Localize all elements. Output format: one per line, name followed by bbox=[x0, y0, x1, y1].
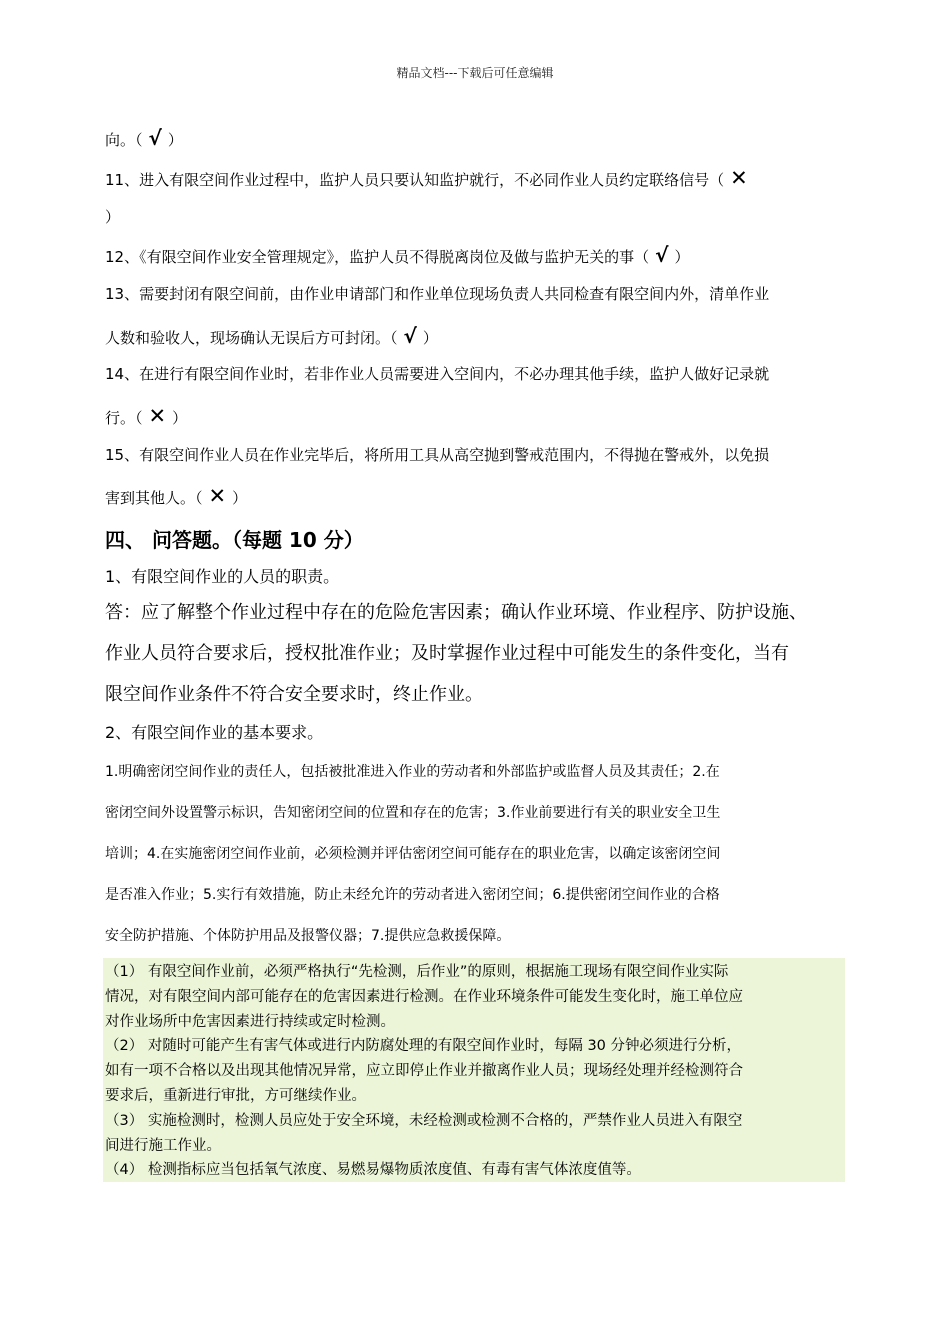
q13-text: 人数和验收人，现场确认无误后方可封闭。（ bbox=[105, 329, 398, 347]
q12 bbox=[105, 245, 689, 267]
q11 bbox=[105, 168, 754, 190]
cross-icon: ✕ bbox=[208, 484, 227, 508]
question-2: 2、有限空间作业的基本要求。 bbox=[105, 723, 324, 742]
q15-text: 害到其他人。（ bbox=[105, 489, 203, 507]
q10-text: 向。（ bbox=[105, 131, 143, 149]
answer-2-line5: 安全防护措施、个体防护用品及报警仪器；7.提供应急救援保障。 bbox=[105, 928, 511, 944]
q14-line2 bbox=[105, 406, 187, 428]
cross-icon: ✕ bbox=[730, 166, 748, 190]
check-icon: √ bbox=[148, 126, 162, 150]
section-title: 四、 问答题。（每题 10 分） bbox=[105, 528, 364, 552]
answer-1-line3: 限空间作业条件不符合安全要求时，终止作业。 bbox=[105, 684, 483, 705]
answer-1-line1: 答：应了解整个作业过程中存在的危险危害因素；确认作业环境、作业程序、防护设施、 bbox=[105, 602, 807, 623]
q10-close: ） bbox=[167, 131, 183, 149]
highlight-line8: 间进行施工作业。 bbox=[105, 1138, 221, 1154]
q11-close: ） bbox=[105, 208, 121, 226]
cross-icon: ✕ bbox=[148, 404, 167, 428]
answer-2-line2: 密闭空间外设置警示标识，告知密闭空间的位置和存在的危害；3.作业前要进行有关的职业安全卫生 bbox=[105, 805, 721, 821]
answer-2-line1: 1.明确密闭空间作业的责任人，包括被批准进入作业的劳动者和外部监护或监督人员及其责任；2.在 bbox=[105, 764, 720, 780]
q14-text: 行。（ bbox=[105, 409, 143, 427]
answer-2-line3: 培训；4.在实施密闭空间作业前，必须检测并评估密闭空间可能存在的职业危害，以确定该密闭空间 bbox=[105, 846, 721, 862]
q13-line1: 13、需要封闭有限空间前，由作业申请部门和作业单位现场负责人共同检查有限空间内外，清单作业 bbox=[105, 285, 770, 303]
highlight-line5: 如有一项不合格以及出现其他情况异常，应立即停止作业并撤离作业人员；现场经处理并经检测符合 bbox=[105, 1063, 743, 1079]
q13-line2 bbox=[105, 326, 438, 348]
answer-1-line2: 作业人员符合要求后，授权批准作业；及时掌握作业过程中可能发生的条件变化，当有 bbox=[105, 643, 789, 664]
q10-tail bbox=[105, 128, 183, 150]
highlight-line6: 要求后，重新进行审批，方可继续作业。 bbox=[105, 1088, 366, 1104]
q12-text: 12、《有限空间作业安全管理规定》，监护人员不得脱离岗位及做与监护无关的事（ bbox=[105, 248, 650, 266]
q11-text: 11、进入有限空间作业过程中，监护人员只要认知监护就行，不必同作业人员约定联络信号（ bbox=[105, 171, 725, 189]
highlight-line3: 对作业场所中危害因素进行持续或定时检测。 bbox=[105, 1014, 395, 1030]
question-1: 1、有限空间作业的人员的职责。 bbox=[105, 567, 340, 586]
check-icon: √ bbox=[403, 324, 417, 348]
highlight-line9: （4） 检测指标应当包括氧气浓度、易燃易爆物质浓度值、有毒有害气体浓度值等。 bbox=[105, 1162, 641, 1178]
q14-close: ） bbox=[172, 409, 188, 427]
highlight-line7: （3） 实施检测时，检测人员应处于安全环境，未经检测或检测不合格的，严禁作业人员进入有限空 bbox=[105, 1113, 743, 1129]
highlight-line1: （1） 有限空间作业前，必须严格执行“先检测，后作业”的原则，根据施工现场有限空间作业实际 bbox=[105, 964, 729, 980]
q15-close: ） bbox=[232, 489, 248, 507]
q12-close: ） bbox=[674, 248, 690, 266]
q14-line1: 14、在进行有限空间作业时，若非作业人员需要进入空间内，不必办理其他手续，监护人做好记录就 bbox=[105, 365, 770, 383]
check-icon: √ bbox=[655, 243, 669, 267]
q15-line1: 15、有限空间作业人员在作业完毕后，将所用工具从高空抛到警戒范围内，不得抛在警戒外，以免损 bbox=[105, 446, 770, 464]
page-header: 精品文档---下载后可任意编辑 bbox=[396, 66, 554, 80]
highlight-line4: （2） 对随时可能产生有害气体或进行内防腐处理的有限空间作业时，每隔 30 分钟必须进行分析， bbox=[105, 1038, 741, 1054]
q15-line2 bbox=[105, 486, 247, 508]
highlight-line2: 情况，对有限空间内部可能存在的危害因素进行检测。在作业环境条件可能发生变化时，施工单位应 bbox=[105, 989, 743, 1005]
answer-2-line4: 是否准入作业；5.实行有效措施，防止未经允许的劳动者进入密闭空间；6.提供密闭空间作业的合格 bbox=[105, 887, 720, 903]
q13-close: ） bbox=[422, 329, 438, 347]
